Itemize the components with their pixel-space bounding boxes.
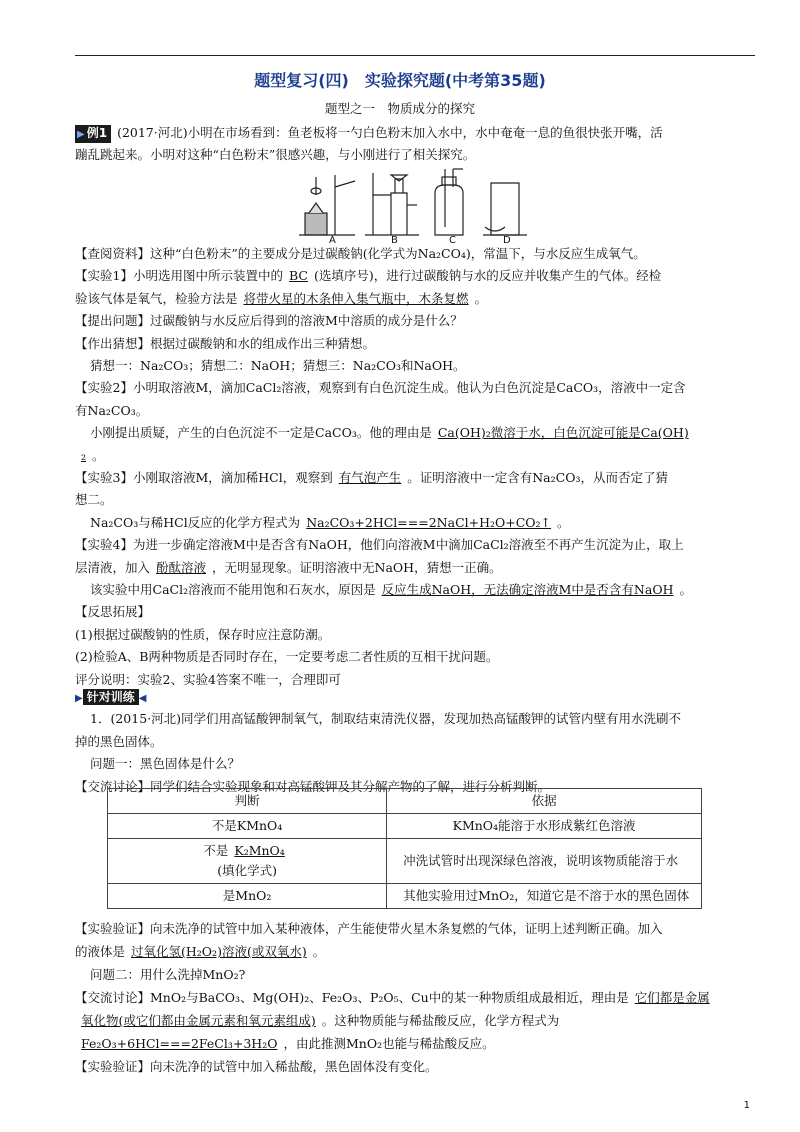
text-line: 问题一：黑色固体是什么？ [90,756,241,771]
text-line: (2)检验A、B两种物质是否同时存在，一定要考虑二者性质的互相干扰问题。 [75,649,499,665]
table-row [108,884,702,909]
answer-blank: Ca(OH)₂微溶于水，白色沉淀可能是Ca(OH) [437,425,689,441]
text-line: Fe₂O₃+6HCl===2FeCl₃+3H₂O ，由此推测MnO₂也能与稀盐酸反应。 [75,1033,755,1055]
text-line: 小刚提出质疑，产生的白色沉淀不一定是CaCO₃。他的理由是 Ca(OH)₂微溶于水，白色沉淀可能是Ca(OH) [75,422,770,444]
figure-label-a: A [329,235,336,246]
table-cell: 不是 K₂MnO₄ (填化学式) [108,839,387,884]
table-cell: 不是KMnO₄ [108,814,387,839]
table-cell: 是MnO₂ [108,884,387,909]
table-header-basis: 依据 [387,789,702,814]
text-line: 【实验验证】向未洗净的试管中加入稀盐酸，黑色固体没有变化。 [75,1059,438,1074]
example-line-1: ▶ 例1 (2017·河北)小明在市场看到：鱼老板将一勺白色粉末加入水中，水中奄奄一息的鱼很快张开嘴，活 [75,122,755,144]
example-line-2: 蹦乱跳起来。小明对这种“白色粉末”很感兴趣，与小刚进行了相关探究。 [75,147,476,162]
table-cell: 其他实验用过MnO₂，知道它是不溶于水的黑色固体 [387,884,702,909]
text-line: 【实验3】小刚取溶液M，滴加稀HCl，观察到 有气泡产生 。证明溶液中一定含有Na₂CO₃，从而否定了猜 [75,470,668,485]
text-line: 1．(2015·河北)同学们用高锰酸钾制氧气，制取结束清洗仪器，发现加热高锰酸钾的试管内壁有用水洗刷不 [90,711,681,726]
header-rule [75,55,755,56]
answer-blank: Na₂CO₃+2HCl===2NaCl+H₂O+CO₂↑ [306,514,552,530]
text-line: 【查阅资料】这种“白色粉末”的主要成分是过碳酸钠(化学式为Na₂CO₄)，常温下，与水反应生成氧气。 [75,246,646,261]
training-tag-line [75,686,755,710]
apparatus-figure [295,165,535,245]
table-cell: 冲洗试管时出现深绿色溶液，说明该物质能溶于水 [387,839,702,884]
text-line: 有Na₂CO₃。 [75,402,149,418]
text-line: 【实验1】小明选用图中所示装置中的 BC (选填序号)，进行过碳酸钠与水的反应并收集产生的气体。经检 [75,268,662,284]
answer-blank: BC [288,268,308,284]
answer-blank: 有气泡产生 [338,470,402,485]
table-header-row [108,789,702,814]
text-line: 层清液，加入 酚酞溶液 ，无明显现象。证明溶液中无NaOH，猜想一正确。 [75,559,502,575]
text-line: 【作出猜想】根据过碳酸钠和水的组成作出三种猜想。 [75,335,376,351]
text-line: 【提出问题】过碳酸钠与水反应后得到的溶液M中溶质的成分是什么？ [75,313,463,329]
table-header-judgement: 判断 [108,789,387,814]
text-line: 【交流讨论】MnO₂与BaCO₃、Mg(OH)₂、Fe₂O₃、P₂O₅、Cu中的某一种物质组成最相近，理由是 它们都是金属 [75,987,755,1009]
answer-blank: 反应生成NaOH，无法确定溶液M中是否含有NaOH [381,582,674,597]
figure-label-b: B [391,235,398,246]
text-line: ₂ 。 [75,445,755,467]
text-line: 猜想一：Na₂CO₃；猜想二：NaOH；猜想三：Na₂CO₃和NaOH。 [90,358,466,373]
answer-blank: K₂MnO₄ [234,843,285,858]
answer-blank: 氧化物(或它们都由金属元素和氧元素组成) [81,1013,316,1028]
text-line: 【实验4】为进一步确定溶液M中是否含有NaOH，他们向溶液M中滴加CaCl₂溶液至不再产生沉淀为止，取上 [75,537,684,553]
answer-blank: ₂ [81,447,87,463]
arrow-icon: ▶ [77,129,85,140]
answer-blank: 过氧化氢(H₂O₂)溶液(或双氧水) [131,944,307,959]
apparatus-b [365,173,419,235]
answer-blank: 酚酞溶液 [156,559,207,575]
text-line: 问题二：用什么洗掉MnO₂? [90,967,246,982]
section-subtitle: 题型之一 物质成分的探究 [324,101,475,116]
text-line: 【实验验证】向未洗净的试管中加入某种液体，产生能使带火星木条复燃的气体，证明上述判断正确。加入 [75,921,663,936]
training-tag: 针对训练 [83,689,139,705]
text-line: 该实验中用CaCl₂溶液而不能用饱和石灰水，原因是 反应生成NaOH，无法确定溶液M中是否含有NaOH 。 [90,582,692,597]
text-line: 掉的黑色固体。 [75,733,163,749]
figure-label-c: C [449,235,456,246]
text-line: (1)根据过碳酸钠的性质，保存时应注意防潮。 [75,626,331,642]
apparatus-a [299,175,355,235]
text-line: 【交流讨论】同学们结合实验现象和对高锰酸钾及其分解产物的了解，进行分析判断。 [75,778,551,794]
table-row [108,839,702,884]
text-line: 想二。 [75,492,113,508]
answer-blank: 将带火星的木条伸入集气瓶中，木条复燃 [243,290,469,306]
text-line: 验该气体是氧气，检验方法是 将带火星的木条伸入集气瓶中，木条复燃 。 [75,290,488,306]
apparatus-c [435,169,463,235]
arrow-right-icon: ▶ [75,693,83,704]
arrow-left-icon: ◀ [138,693,147,704]
answer-blank: 它们都是金属 [634,990,710,1005]
text-line: 氧化物(或它们都由金属元素和氧元素组成) 。这种物质能与稀盐酸反应，化学方程式为 [75,1010,755,1032]
page-number: 1 [743,1100,750,1111]
text-line: 的液体是 过氧化氢(H₂O₂)溶液(或双氧水) 。 [75,944,326,959]
example-tag: ▶ 例1 [75,125,111,143]
table-row [108,814,702,839]
answer-blank: Fe₂O₃+6HCl===2FeCl₃+3H₂O [81,1036,278,1051]
text-line: 评分说明：实验2、实验4答案不唯一，合理即可 [75,671,341,687]
table-cell: KMnO₄能溶于水形成紫红色溶液 [387,814,702,839]
text-line: 【实验2】小明取溶液M，滴加CaCl₂溶液，观察到有白色沉淀生成。他认为白色沉淀是CaCO₃，溶液中一定含 [75,380,686,396]
text-line: Na₂CO₃与稀HCl反应的化学方程式为 Na₂CO₃+2HCl===2NaCl+H₂O+CO₂↑ 。 [90,514,570,530]
apparatus-d [483,183,527,235]
page-title: 题型复习(四) 实验探究题(中考第35题) [254,71,546,90]
figure-label-d: D [503,235,511,246]
judgement-table [107,788,702,909]
text-line: 【反思拓展】 [75,604,151,620]
